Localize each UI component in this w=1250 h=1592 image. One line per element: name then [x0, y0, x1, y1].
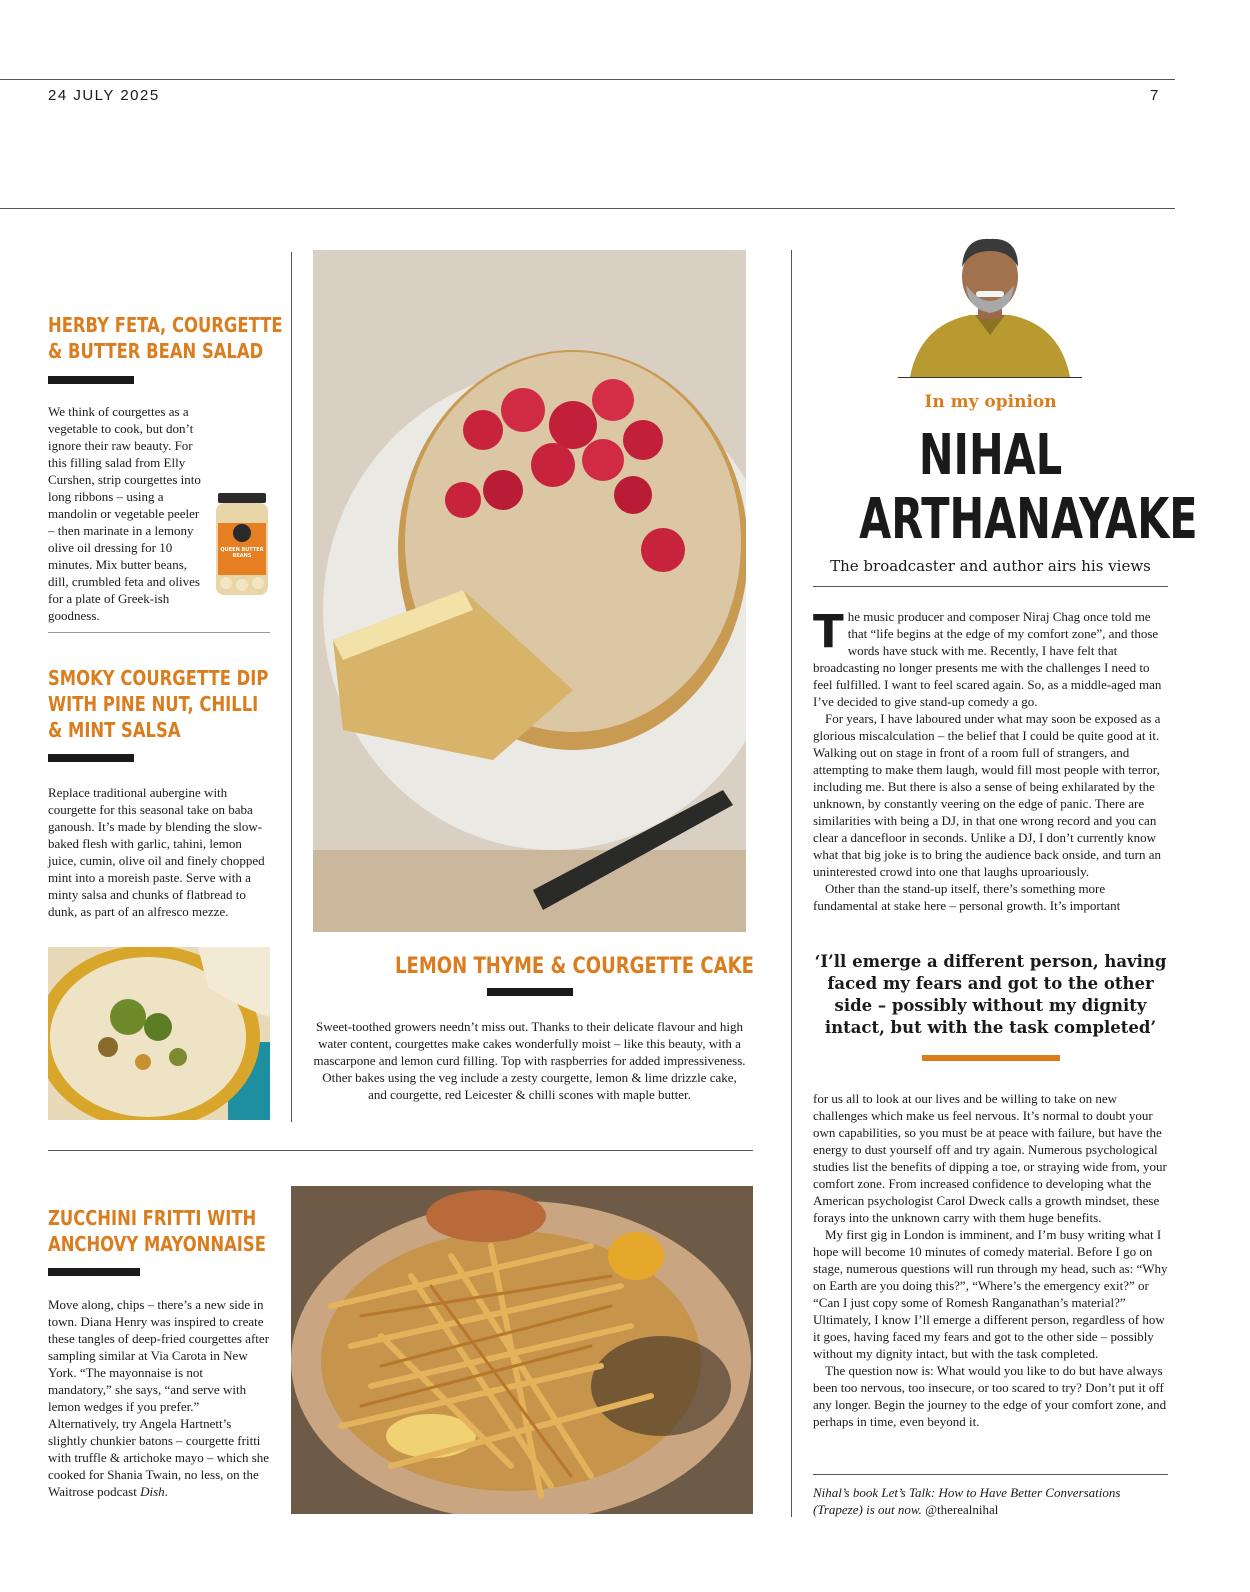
- opinion-column-divider: [791, 250, 792, 1517]
- columnist-name-line2: ARTHANAYAKE: [859, 487, 1198, 552]
- fritti-illustration: [291, 1186, 753, 1514]
- fritti-top-rule: [48, 1150, 753, 1151]
- dip-title-line: WITH PINE NUT, CHILLI: [48, 692, 259, 716]
- jar-graphic: [214, 493, 270, 597]
- fritti-body-text: Move along, chips – there’s a new side in town. Diana Henry was inspired to create these tangles of deep-fried courgettes after sampling similar at Via Carota in New York. “The mayonnaise is not mandatory,” she says, “and serve with lemon wedges if you prefer.” Alternatively, try Angela Hartnett’s slightly chunkier batons – courgette fritti with truffle & artichoke mayo – which she cooked for Shania Twain, no less, on the Waitrose podcast: [48, 1297, 270, 1499]
- footnote-rule: [813, 1474, 1168, 1475]
- courgette-cake-photo: [313, 250, 746, 932]
- top-rule: [0, 79, 1175, 80]
- fritti-title-line: ANCHOVY MAYONNAISE: [48, 1232, 266, 1256]
- opinion-body-part1: [813, 605, 1168, 914]
- salad-title-line: & BUTTER BEAN SALAD: [48, 339, 264, 363]
- dip-body: Replace traditional aubergine with courgette for this seasonal take on baba ganoush. It’s made by blending the slow-baked flesh with garlic, tahini, lemon juice, cumin, olive oil and finely chopped mint into a moreish paste. Serve with a minty salsa and chunks of flatbread to dunk, as part of an alfresco mezze.: [48, 785, 265, 919]
- drop-cap: T: [813, 605, 844, 658]
- issue-date: 24 JULY 2025: [48, 87, 160, 104]
- salad-title: [48, 312, 334, 364]
- smoky-dip-photo: [48, 947, 270, 1120]
- zucchini-fritti-photo: [291, 1186, 753, 1514]
- social-handle: @therealnihal: [921, 1502, 999, 1517]
- cake-illustration: [313, 250, 746, 932]
- dip-title-line: SMOKY COURGETTE DIP: [48, 666, 269, 690]
- opinion-paragraph: My first gig in London is imminent, and I’m busy writing what I hope will become 10 minutes of comedy material. Before I go on stage, numerous questions will run through my head, such as: “Why on Earth are you doing this?”, “Where’s the emergency exit?” or “Can I just copy some of Romesh Ranganathan’s material?” Ultimately, I know I’ll emerge a different person, regardless of how it goes, having faced my fears and got to the other side – possibly without my dignity intact, but with the task completed.: [813, 1227, 1168, 1361]
- opinion-paragraph: The question now is: What would you like to do but have always been too nervous, too insecure, or too scared to try? Don’t put it off any longer. Begin the journey to the edge of your comfort zone, and perhaps in time, even beyond it.: [813, 1363, 1167, 1429]
- dip-illustration: [48, 947, 270, 1120]
- opinion-body-part2: [813, 1090, 1168, 1430]
- columnist-name-line1: NIHAL: [918, 423, 1063, 488]
- cake-body: Sweet-toothed growers needn’t miss out. Thanks to their delicate flavour and high water content, courgettes make cakes wonderfully moist – like this beauty, with a mascarpone and lemon curd filling. Top with raspberries for added impressiveness. Other bakes using the veg include a zesty courgette, lemon & lime drizzle cake, and courgette, red Leicester & chilli scones with maple butter.: [313, 1019, 746, 1102]
- podcast-name: Dish: [140, 1484, 165, 1499]
- butter-bean-jar-image: [214, 493, 270, 597]
- dip-title: [48, 665, 317, 743]
- header-bottom-rule: [0, 208, 1175, 209]
- salad-body: [48, 403, 270, 624]
- fritti-title-line: ZUCCHINI FRITTI WITH: [48, 1206, 257, 1230]
- salad-title-line: HERBY FETA, COURGETTE: [48, 313, 283, 337]
- opinion-paragraph: For years, I have laboured under what may soon be exposed as a glorious miscalculation – the belief that I could be quite good at it. Walking out on stage in front of a room full of strangers, and attempting to make them laugh, would fill most people with terror, including me. But there is also a sense of being exhilarated by the unknown, by constantly veering on the edge of panic. There are similarities with being a DJ, in that one wrong record and you can clear a dancefloor in seconds. Unlike a DJ, I don’t currently know what that big joke is to bring the audience back onside, and turn an uninterested crowd into one that laughs uproariously.: [813, 711, 1162, 879]
- pull-quote-bar: [922, 1055, 1060, 1061]
- fritti-body: [48, 1296, 270, 1500]
- page-number: 7: [1150, 87, 1159, 104]
- salad-body-text: We think of courgettes as a vegetable to cook, but don’t ignore their raw beauty. For this filling salad from Elly Curshen, strip courgettes into long ribbons – using a mandolin or vegetable peeler – then marinate in a lemony olive oil dressing for 10 minutes. Mix butter beans, dill, crumbled feta and olives for a plate of Greek-ish goodness.: [48, 404, 201, 623]
- opinion-footnote: [813, 1484, 1168, 1518]
- opinion-kicker: In my opinion: [924, 392, 1057, 412]
- cake-title-bar: [487, 988, 573, 996]
- opinion-standfirst: The broadcaster and author airs his views: [830, 557, 1151, 575]
- salad-title-bar: [48, 376, 134, 384]
- opinion-paragraph-text: he music producer and composer Niraj Chag once told me that “life begins at the edge of my comfort zone”, and those words have stuck with me. Recently, I have felt that broadcasting no longer presents me with the challenges I need to feel fulfilled. I want to feel scared again. So, as a middle-aged man I’ve decided to give stand-up comedy a go.: [813, 609, 1162, 709]
- cake-title: LEMON THYME & COURGETTE CAKE: [395, 954, 754, 979]
- jar-label: QUEEN BUTTER BEANS: [220, 547, 264, 559]
- opinion-paragraph: for us all to look at our lives and be willing to take on new challenges which make us feel nervous. It’s normal to doubt your own capabilities, so you must be at peace with failure, but have the energy to dust yourself off and try again. Numerous psychological studies list the benefits of dipping a toe, or straying wide from, your comfort zone. From increased confidence to developing what the American psychologist Carol Dweck calls a growth mindset, these forays into the unknown carry with them huge benefits.: [813, 1091, 1167, 1225]
- dip-title-bar: [48, 754, 134, 762]
- fritti-body-end: .: [164, 1484, 168, 1499]
- fritti-title: [48, 1205, 314, 1257]
- columnist-name: [813, 423, 1198, 552]
- opinion-paragraph: Other than the stand-up itself, there’s something more fundamental at stake here – personal growth. It’s important: [813, 881, 1121, 913]
- portrait-baseline: [898, 377, 1082, 378]
- opinion-paragraph: [813, 605, 1168, 710]
- portrait-illustration: [900, 235, 1080, 377]
- fritti-title-bar: [48, 1268, 140, 1276]
- dip-title-line: & MINT SALSA: [48, 718, 181, 742]
- columnist-portrait: [900, 235, 1080, 377]
- salad-bottom-rule: [48, 632, 270, 633]
- standfirst-rule: [813, 586, 1168, 587]
- pull-quote: ‘I’ll emerge a different person, having faced my fears and got to the other side – possibly without my dignity intact, but with the task completed’: [814, 952, 1167, 1037]
- book-credit: Nihal’s book Let’s Talk: How to Have Better Conversations (Trapeze) is out now.: [813, 1485, 1121, 1517]
